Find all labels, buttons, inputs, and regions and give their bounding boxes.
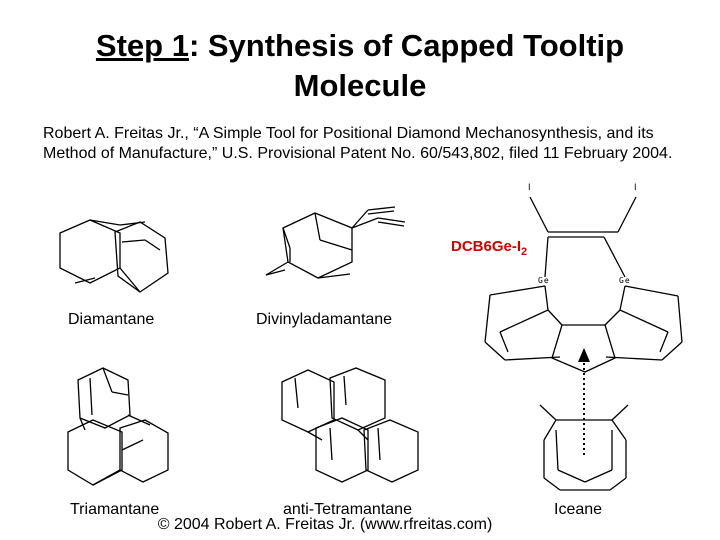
diamantane-structure [60, 220, 168, 292]
dcb6ge-i2-structure [485, 197, 682, 372]
label-triamantane: Triamantane [70, 501, 160, 518]
divinyladamantane-structure [266, 207, 405, 278]
label-diamantane: Diamantane [68, 311, 155, 328]
tooltip-name-main: DCB6Ge-I [451, 238, 522, 255]
copyright-footer: © 2004 Robert A. Freitas Jr. (www.rfreitas.com) [157, 516, 493, 533]
iceane-structure [540, 405, 628, 490]
label-iceane: Iceane [554, 501, 603, 518]
tooltip-name [451, 238, 527, 258]
arrow-head-icon [578, 348, 590, 362]
iodine-atom-left: I [528, 182, 531, 192]
anti-tetramantane-structure [282, 368, 418, 482]
title-line2: Molecule [293, 68, 427, 103]
tooltip-name-subscript: 2 [521, 246, 528, 258]
triamantane-structure [68, 368, 168, 485]
iodine-atom-right: I [634, 182, 637, 192]
germanium-atom-right: Ge [619, 276, 631, 285]
step-label: Step 1 [95, 28, 189, 63]
citation: Robert A. Freitas Jr., “A Simple Tool for Positional Diamond Mechanosynthesis, and its Method of Manufacture,” U.S. Provisional Patent No. 60/543,802, filed 11 February 2004. [43, 125, 673, 162]
title-line1: : Synthesis of Capped Tooltip [188, 28, 625, 63]
label-divinyladamantane: Divinyladamantane [256, 311, 393, 328]
germanium-atom-left: Ge [538, 276, 550, 285]
label-anti-tetramantane: anti-Tetramantane [283, 501, 412, 518]
